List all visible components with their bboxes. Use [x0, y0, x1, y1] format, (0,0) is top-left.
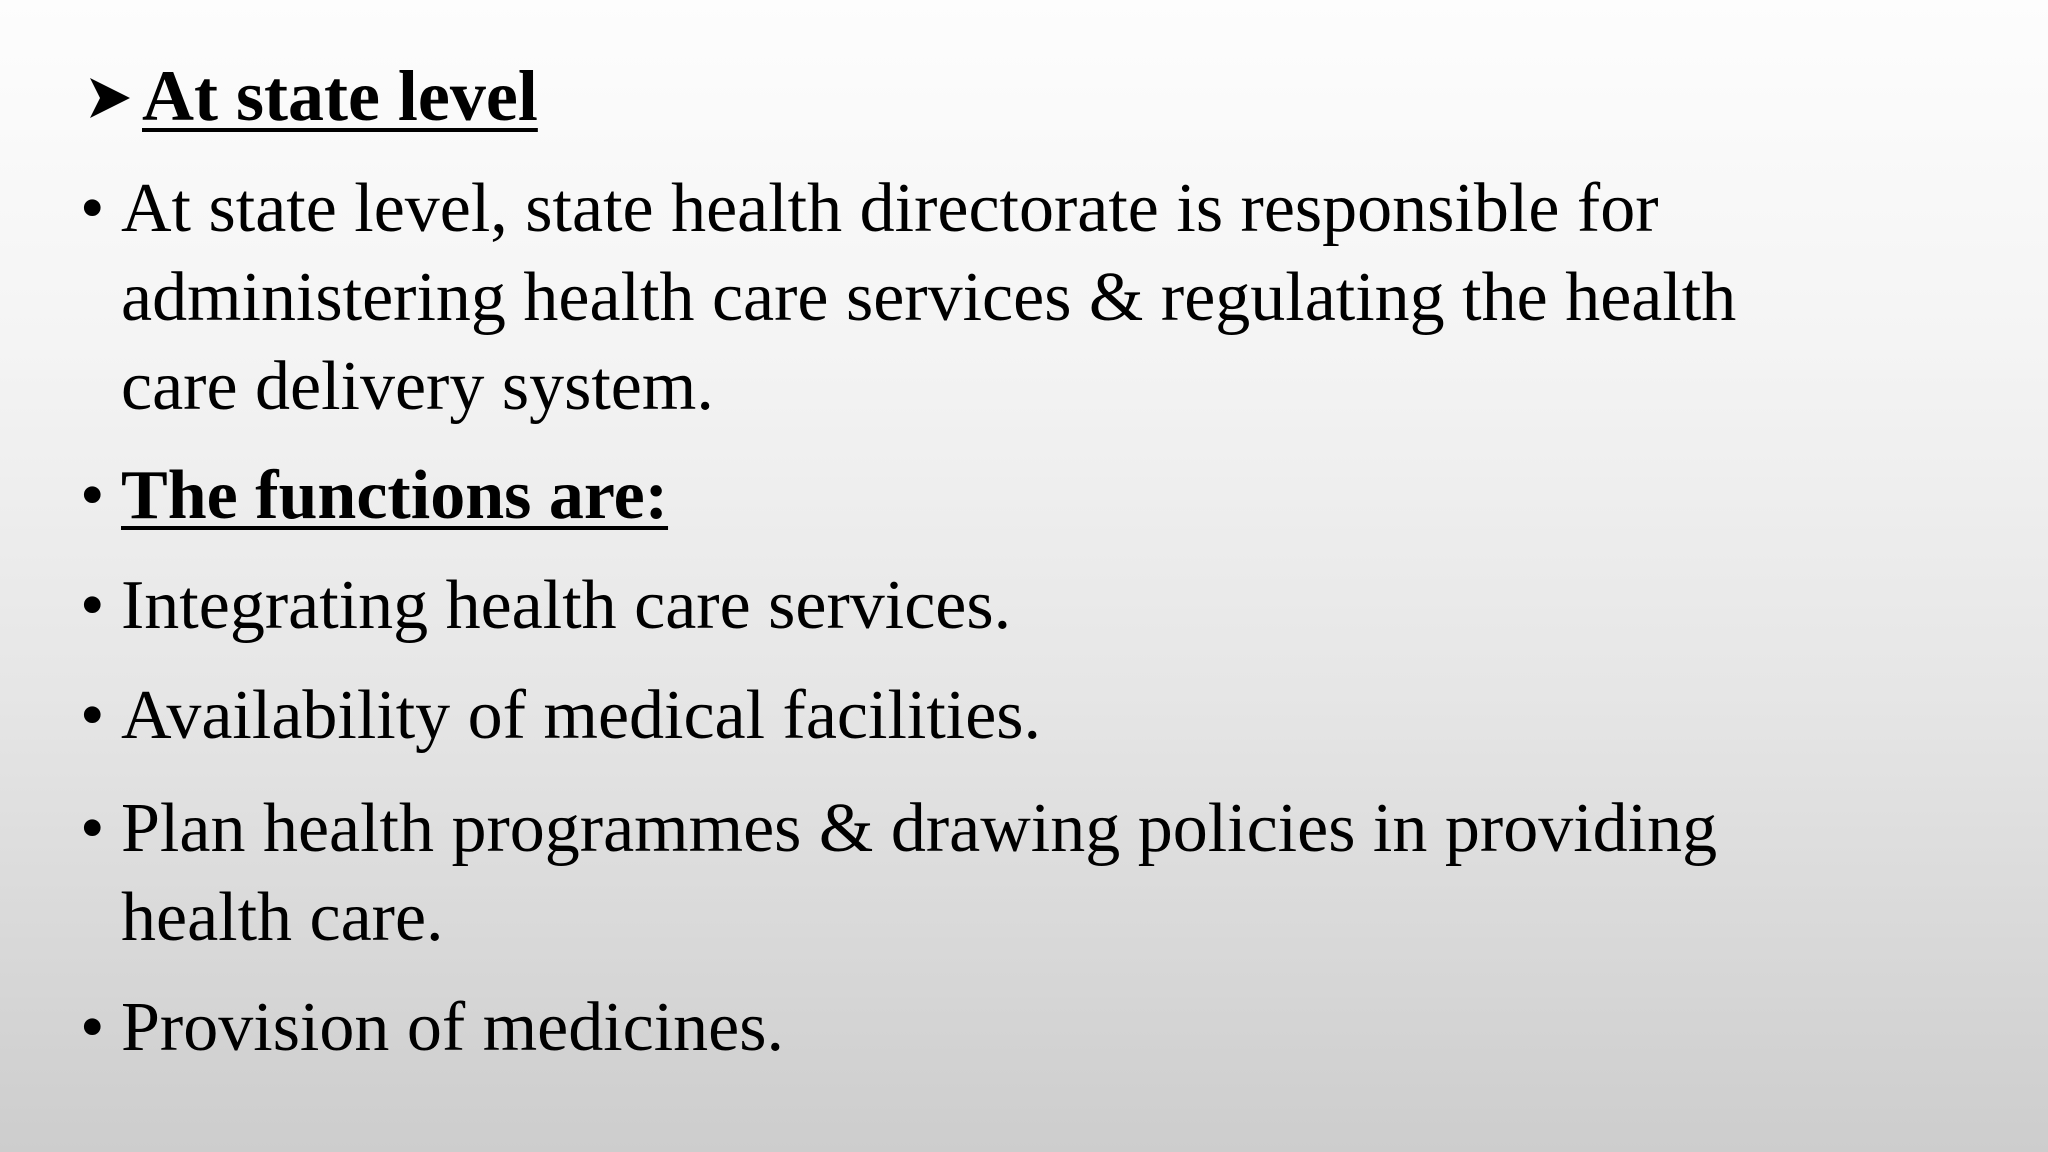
bullet-line: care delivery system. [121, 348, 714, 425]
slide-heading [86, 50, 538, 142]
bullet-line: health care. [121, 879, 444, 956]
bullet-dot-icon: • [80, 567, 105, 644]
bullet-dot-icon: • [80, 790, 105, 867]
bullet-line: At state level, state health directorate is responsible for [121, 170, 1659, 247]
bullet-dot-icon: • [80, 457, 105, 534]
bullet-line: Plan health programmes & drawing policies in providing [121, 790, 1718, 867]
bullet-line: The functions are: [121, 457, 669, 534]
bullet-text [121, 451, 1921, 540]
bullet-line: administering health care services & regulating the health [121, 259, 1737, 336]
bullet-text [121, 561, 1921, 650]
bullet-text [121, 983, 1921, 1072]
bullet-line: Provision of medicines. [121, 989, 784, 1066]
bullet-dot-icon: • [80, 170, 105, 247]
bullet-dot-icon: • [80, 989, 105, 1066]
bullet-text [121, 164, 1921, 431]
bullet-line: Availability of medical facilities. [121, 677, 1042, 754]
bullet-dot-icon: • [80, 677, 105, 754]
bullet-line: Integrating health care services. [121, 567, 1012, 644]
arrow-bullet-icon [86, 50, 142, 142]
heading-text: At state level [142, 56, 538, 136]
bullet-text [121, 671, 1921, 760]
bullet-text [121, 784, 1921, 962]
